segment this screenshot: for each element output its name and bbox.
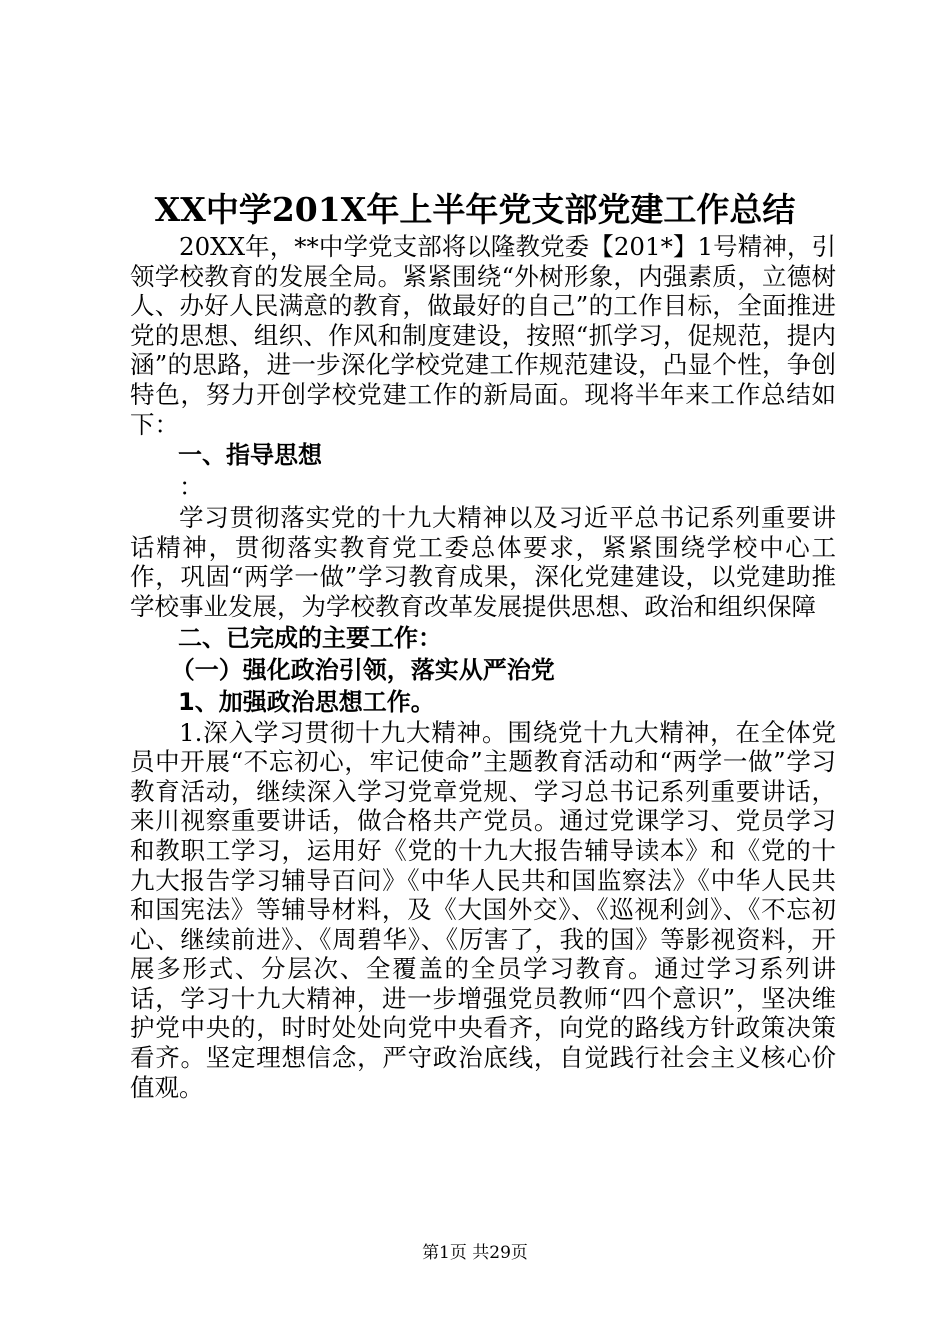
section1-paragraph: 学习贯彻落实党的十九大精神以及习近平总书记系列重要讲话精神，贯彻落实教育党工委总体要求，紧紧围绕学校中心工作，巩固“两学一做”学习教育成果，深化党建建设，以党建助推学校事业发展，为学校教育改革发展提供思想、政治和组织保障 — [130, 503, 836, 621]
section1-heading: 一、指导思想 — [178, 441, 322, 470]
section2-item-heading: 1、加强政治思想工作。 — [178, 687, 435, 716]
section2-heading: 二、已完成的主要工作： — [178, 623, 442, 652]
section1-colon: ： — [179, 472, 204, 502]
document-body — [130, 232, 836, 1102]
intro-paragraph: 20XX年，**中学党支部将以隆教党委【201*】1号精神，引领学校教育的发展全局。紧紧围绕“外树形象，内强素质，立德树人、办好人民满意的教育，做最好的自己”的工作目标，全面推进党的思想、组织、作风和制度建设，按照“抓学习，促规范，提内涵”的思路，进一步深化学校党建工作规范建设，凸显个性，争创特色，努力开创学校党建工作的新局面。现将半年来工作总结如下： — [130, 232, 836, 439]
page-number-footer: 第1页 共29页 — [422, 1243, 528, 1263]
section2-paragraph: 1.深入学习贯彻十九大精神。围绕党十九大精神，在全体党员中开展“不忘初心，牢记使命”主题教育活动和“两学一做”学习教育活动，继续深入学习党章党规、学习总书记系列重要讲话，来川视察重要讲话，做合格共产党员。通过党课学习、党员学习和教职工学习，运用好《党的十九大报告辅导读本》和《党的十九大报告学习辅导百问》《中华人民共和国监察法》《中华人民共和国宪法》等辅导材料，及《大国外交》、《巡视利剑》、《不忘初心、继续前进》、《周碧华》、《厉害了，我的国》等影视资料，开展多形式、分层次、全覆盖的全员学习教育。通过学习系列讲话，学习十九大精神，进一步增强党员教师“四个意识”，坚决维护党中央的，时时处处向党中央看齐，向党的路线方针政策决策看齐。坚定理想信念，严守政治底线，自觉践行社会主义核心价值观。 — [130, 717, 836, 1102]
section2-subheading: （一）强化政治引领，落实从严治党 — [170, 655, 555, 684]
document-title: XX中学201X年上半年党支部党建工作总结 — [154, 190, 796, 229]
